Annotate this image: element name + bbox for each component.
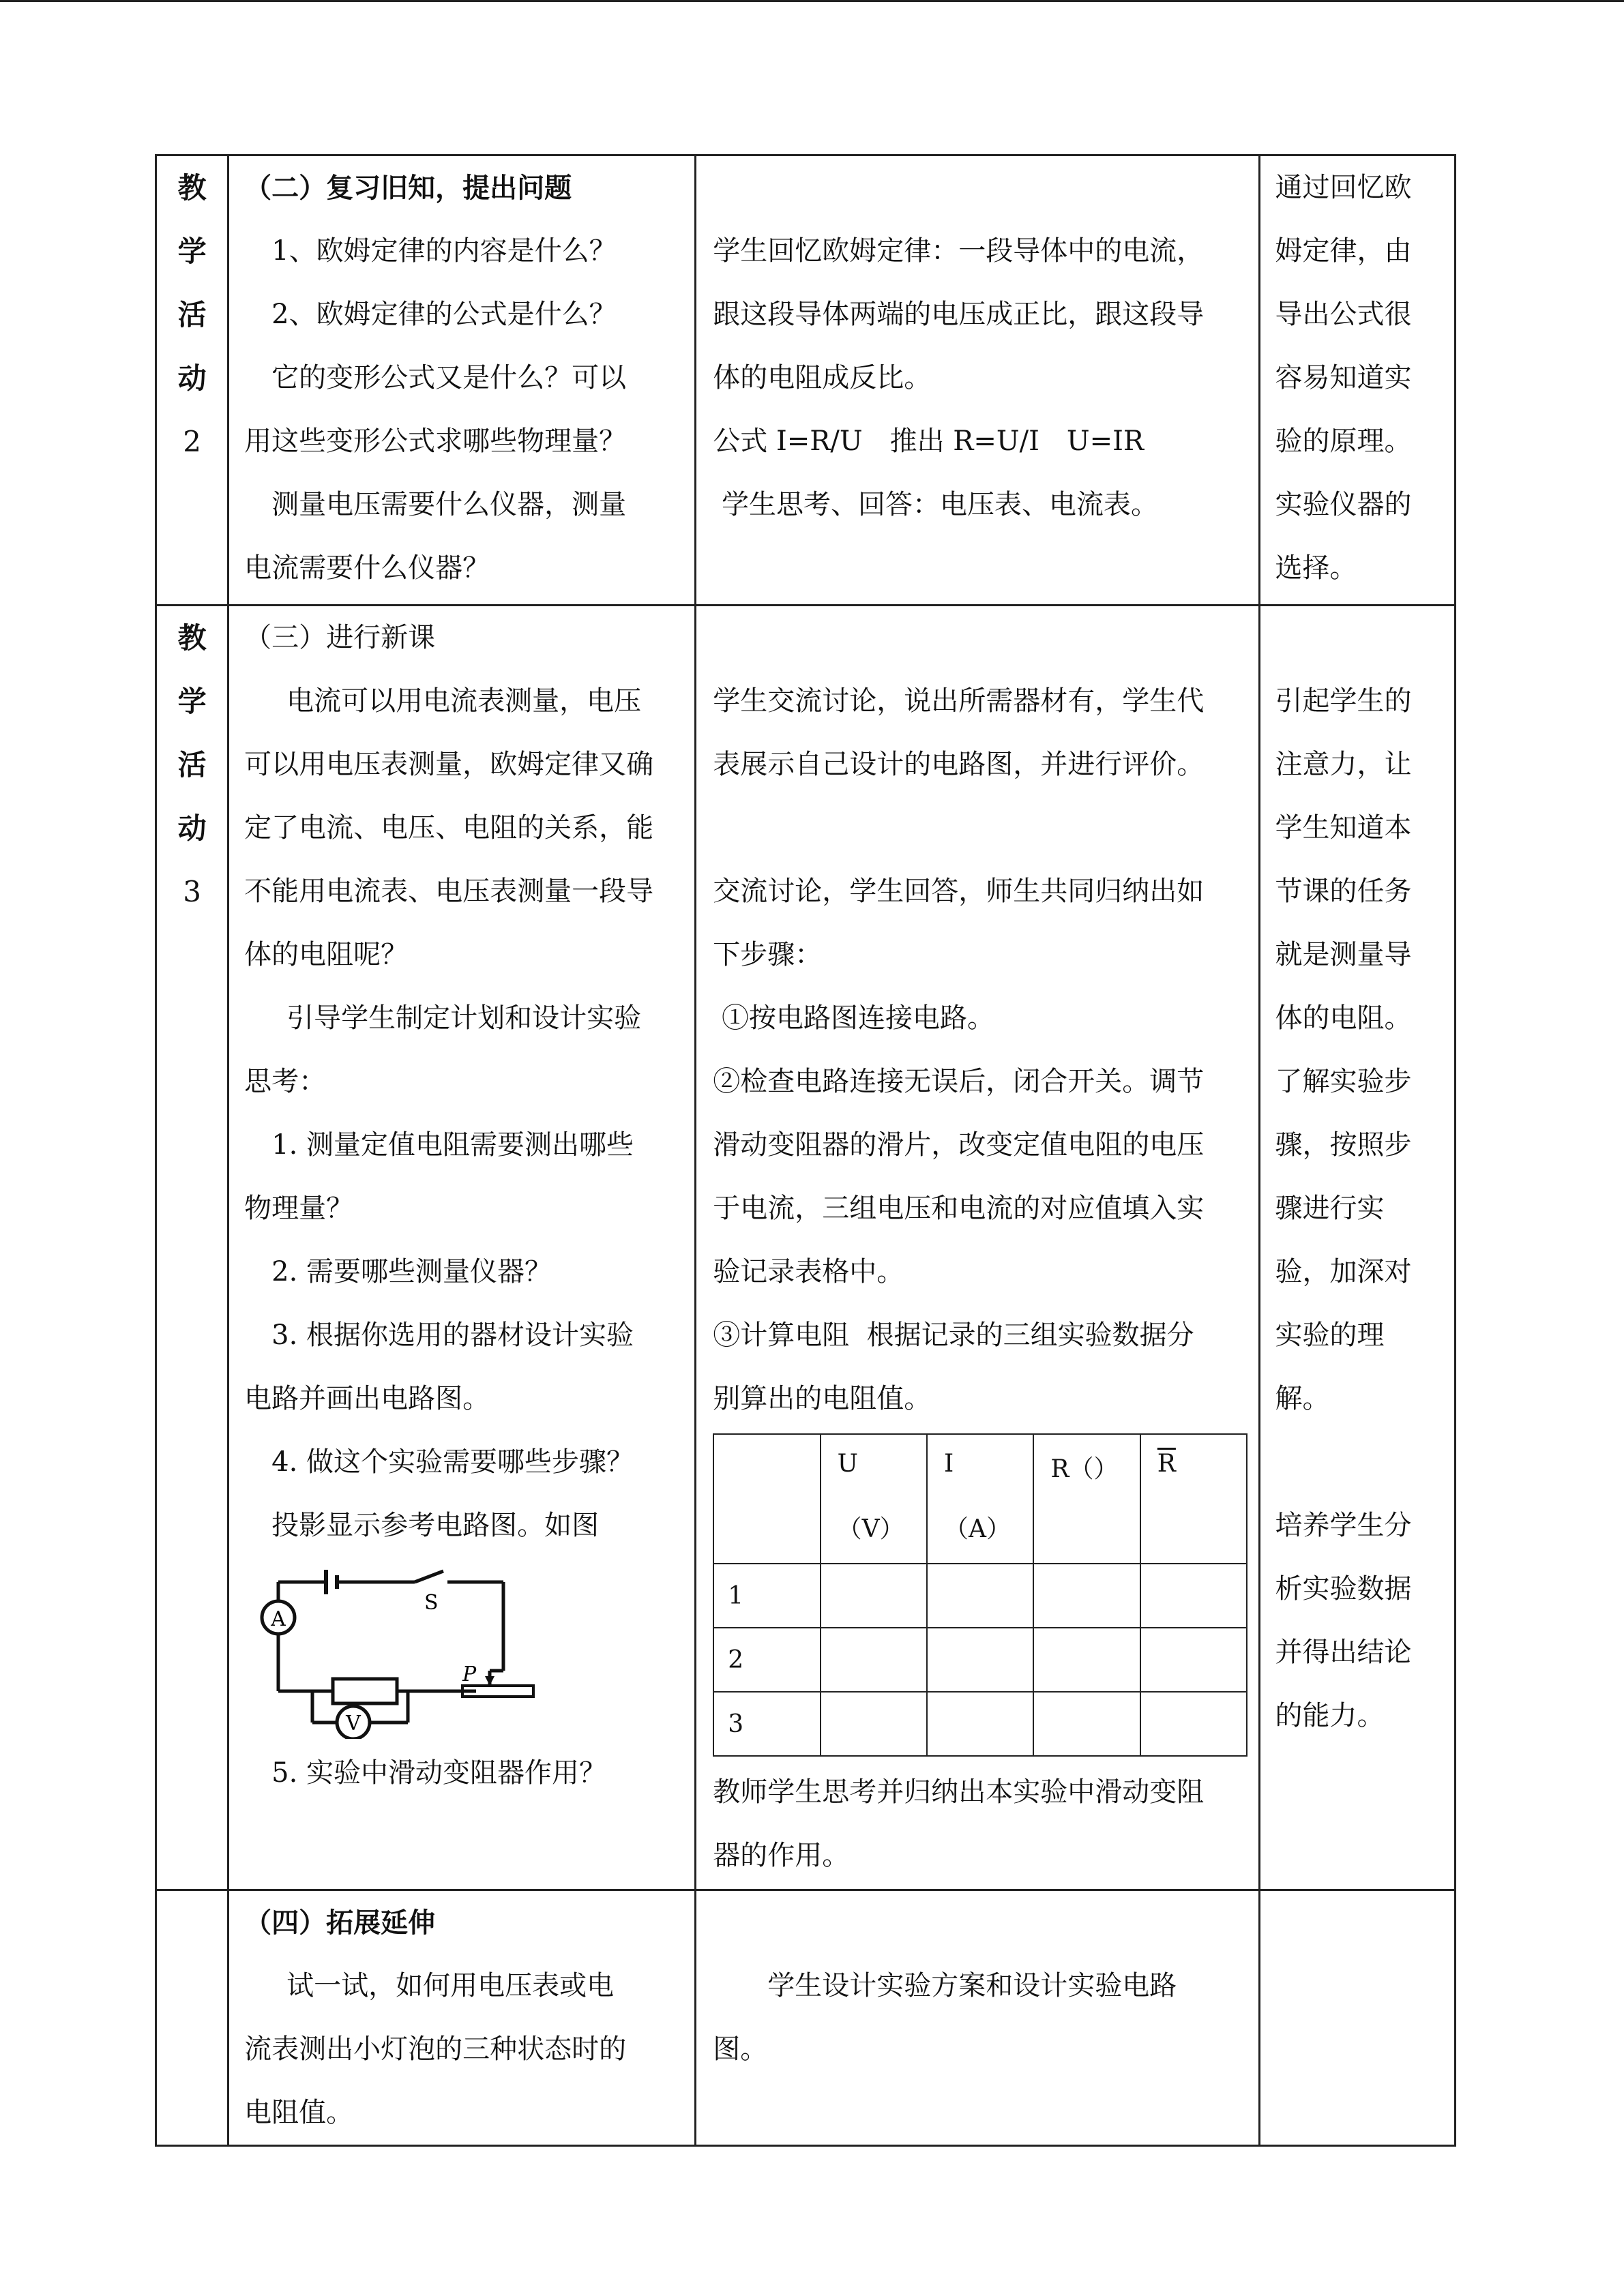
text-line: 就是测量导 — [1275, 939, 1412, 970]
record-table-cell — [1140, 1628, 1247, 1692]
text-line: 图。 — [713, 2033, 768, 2065]
record-table-header-row — [713, 1434, 1247, 1564]
record-table-row-number — [713, 1692, 820, 1756]
record-table-row-number — [713, 1564, 820, 1628]
record-table-header-cell — [821, 1434, 927, 1564]
text-line: 体的电阻呢？ — [244, 939, 409, 970]
text-line: 它的变形公式又是什么？可以 — [271, 362, 627, 393]
text-line: 选择。 — [1275, 552, 1357, 584]
text-line: 导出公式很 — [1275, 299, 1412, 330]
text-line: 5. 实验中滑动变阻器作用？ — [271, 1757, 607, 1789]
activity3-row — [156, 606, 1456, 1890]
text-line: 器的作用。 — [713, 1840, 850, 1871]
row-number: 1 — [728, 1582, 744, 1610]
record-table-cell — [1033, 1692, 1140, 1756]
record-table-cell — [927, 1564, 1033, 1628]
activity4-label-cell — [156, 1890, 228, 2146]
section-heading: （二）复习旧知，提出问题 — [244, 172, 572, 204]
switch-label: S — [424, 1591, 439, 1615]
text-line: 交流讨论，学生回答，师生共同归纳出如 — [713, 876, 1205, 907]
activity3-label-char: 教 — [177, 621, 207, 655]
text-line: 于电流，三组电压和电流的对应值填入实 — [713, 1193, 1205, 1224]
text-line: 节课的任务 — [1275, 876, 1412, 907]
row-number: 3 — [728, 1710, 744, 1738]
text-line: 电路并画出电路图。 — [244, 1383, 490, 1414]
text-line: 用这些变形公式求哪些物理量？ — [244, 426, 627, 457]
activity4-intent-cell — [1259, 1890, 1455, 2146]
text-line: 解。 — [1275, 1383, 1330, 1414]
text-line: 了解实验步 — [1275, 1066, 1412, 1097]
header-top: U — [837, 1450, 858, 1478]
text-line: 别算出的电阻值。 — [713, 1383, 932, 1414]
record-table — [713, 1433, 1247, 1757]
header-top-average-r: $\overline{R}$ — [1157, 1450, 1176, 1478]
activity2-intent-cell — [1259, 155, 1455, 606]
record-table-header-cell — [927, 1434, 1033, 1564]
text-line: 学生回忆欧姆定律：一段导体中的电流， — [713, 235, 1205, 267]
activity3-label-char: 学 — [177, 685, 207, 718]
text-line: 2、欧姆定律的公式是什么？ — [271, 299, 617, 330]
step-line: ①按电路图连接电路。 — [713, 1002, 994, 1034]
text-line: 测量电压需要什么仪器，测量 — [271, 489, 627, 520]
step-line: ②检查电路连接无误后，闭合开关。调节 — [713, 1066, 1205, 1097]
activity3-intent-cell — [1259, 606, 1455, 1890]
text-line: 体的电阻成反比。 — [713, 362, 932, 393]
record-table-cell — [821, 1628, 927, 1692]
formula-line: 公式 I=R/U 推出 R=U/I U=IR — [713, 426, 1145, 457]
text-line: 表展示自己设计的电路图，并进行评价。 — [713, 749, 1205, 780]
record-table-row — [713, 1564, 1247, 1628]
text-line: 姆定律，由 — [1275, 235, 1412, 267]
activity2-label-cell — [156, 155, 228, 606]
section-heading: （四）拓展延伸 — [244, 1907, 436, 1939]
text-line: 骤，按照步 — [1275, 1129, 1412, 1161]
text-line: 注意力，让 — [1275, 749, 1412, 780]
text-line: 验记录表格中。 — [713, 1256, 904, 1287]
text-line: 学生思考、回答：电压表、电流表。 — [713, 489, 1158, 520]
text-line: 2. 需要哪些测量仪器？ — [271, 1256, 552, 1287]
record-table-cell — [821, 1564, 927, 1628]
record-table-row-number — [713, 1628, 820, 1692]
text-line: 投影显示参考电路图。如图 — [271, 1510, 600, 1541]
text-line: 下步骤： — [713, 939, 823, 970]
text-line: 电流可以用电流表测量，电压 — [286, 685, 642, 717]
activity2-label-char: 学 — [177, 235, 207, 268]
header-unit: （A） — [944, 1515, 1012, 1543]
text-line: 流表测出小灯泡的三种状态时的 — [244, 2033, 627, 2065]
record-table-header-cell — [1033, 1434, 1140, 1564]
text-line: 验的原理。 — [1275, 426, 1412, 457]
text-line: 骤进行实 — [1275, 1193, 1385, 1224]
activity4-student-cell — [696, 1890, 1259, 2146]
text-line: 引导学生制定计划和设计实验 — [286, 1002, 642, 1034]
text-line: 实验仪器的 — [1275, 489, 1412, 520]
text-line: 析实验数据 — [1275, 1573, 1412, 1605]
text-line: 不能用电流表、电压表测量一段导 — [244, 876, 654, 907]
header-top: I — [944, 1450, 954, 1478]
record-table-row — [713, 1628, 1247, 1692]
activity3-student-cell — [696, 606, 1259, 1890]
ammeter-label: A — [271, 1607, 286, 1631]
activity4-teacher-cell — [228, 1890, 696, 2146]
record-table-cell — [1140, 1692, 1247, 1756]
text-line: 4. 做这个实验需要哪些步骤？ — [271, 1446, 634, 1478]
activity2-label-number: 2 — [183, 425, 201, 458]
lesson-plan-table — [155, 154, 1456, 2147]
voltmeter-label: V — [346, 1712, 361, 1735]
text-line: 可以用电压表测量，欧姆定律又确 — [244, 749, 654, 780]
record-table-cell — [927, 1628, 1033, 1692]
activity2-label-char: 活 — [177, 298, 207, 331]
slider-label: P — [462, 1663, 477, 1686]
text-line: 学生知道本 — [1275, 812, 1412, 844]
activity4-row — [156, 1890, 1456, 2146]
text-line: 并得出结论 — [1275, 1637, 1412, 1668]
section-heading: （三）进行新课 — [244, 622, 436, 653]
record-table-header-cell — [1140, 1434, 1247, 1564]
header-unit: （V） — [837, 1515, 904, 1543]
text-line: 学生交流讨论，说出所需器材有，学生代 — [713, 685, 1205, 717]
activity3-label-cell — [156, 606, 228, 1890]
activity3-label-char: 动 — [177, 811, 207, 845]
text-line: 试一试，如何用电压表或电 — [286, 1970, 615, 2001]
activity2-student-cell — [696, 155, 1259, 606]
text-line: 的能力。 — [1275, 1700, 1385, 1731]
activity3-teacher-cell — [228, 606, 696, 1890]
text-line: 1. 测量定值电阻需要测出哪些 — [271, 1129, 634, 1161]
header-top: R（） — [1050, 1455, 1119, 1483]
record-table-cell — [927, 1692, 1033, 1756]
circuit-diagram — [258, 1562, 544, 1739]
text-line: 培养学生分 — [1275, 1510, 1412, 1541]
text-line: 物理量？ — [244, 1193, 354, 1224]
text-line: 思考： — [244, 1066, 327, 1097]
activity2-label-char: 动 — [177, 361, 207, 395]
text-line: 教师学生思考并归纳出本实验中滑动变阻 — [713, 1776, 1205, 1808]
text-line: 滑动变阻器的滑片，改变定值电阻的电压 — [713, 1129, 1205, 1161]
text-line: 体的电阻。 — [1275, 1002, 1412, 1034]
record-table-cell — [1033, 1628, 1140, 1692]
text-line: 电流需要什么仪器？ — [244, 552, 490, 584]
text-line: 通过回忆欧 — [1275, 172, 1412, 203]
record-table-cell — [821, 1692, 927, 1756]
text-line: 验，加深对 — [1275, 1256, 1412, 1287]
text-line: 3. 根据你选用的器材设计实验 — [271, 1320, 634, 1351]
row-number: 2 — [728, 1646, 744, 1674]
text-line: 电阻值。 — [244, 2097, 354, 2128]
text-line: 跟这段导体两端的电压成正比，跟这段导 — [713, 299, 1205, 330]
text-line: 实验的理 — [1275, 1320, 1385, 1351]
text-line: 学生设计实验方案和设计实验电路 — [767, 1970, 1177, 2001]
activity2-row — [156, 155, 1456, 606]
step-line: ③计算电阻 根据记录的三组实验数据分 — [713, 1320, 1194, 1351]
top-border-line — [0, 0, 1624, 2]
activity2-teacher-cell — [228, 155, 696, 606]
activity3-label-char: 活 — [177, 748, 207, 781]
text-line: 引起学生的 — [1275, 685, 1412, 717]
record-table-corner-cell — [713, 1434, 820, 1564]
text-line: 定了电流、电压、电阻的关系，能 — [244, 812, 654, 844]
text-line: 1、欧姆定律的内容是什么？ — [271, 235, 617, 267]
record-table-row — [713, 1692, 1247, 1756]
activity3-label-number: 3 — [183, 875, 201, 908]
activity2-label-char: 教 — [177, 171, 207, 205]
text-line: 容易知道实 — [1275, 362, 1412, 393]
record-table-cell — [1140, 1564, 1247, 1628]
record-table-cell — [1033, 1564, 1140, 1628]
